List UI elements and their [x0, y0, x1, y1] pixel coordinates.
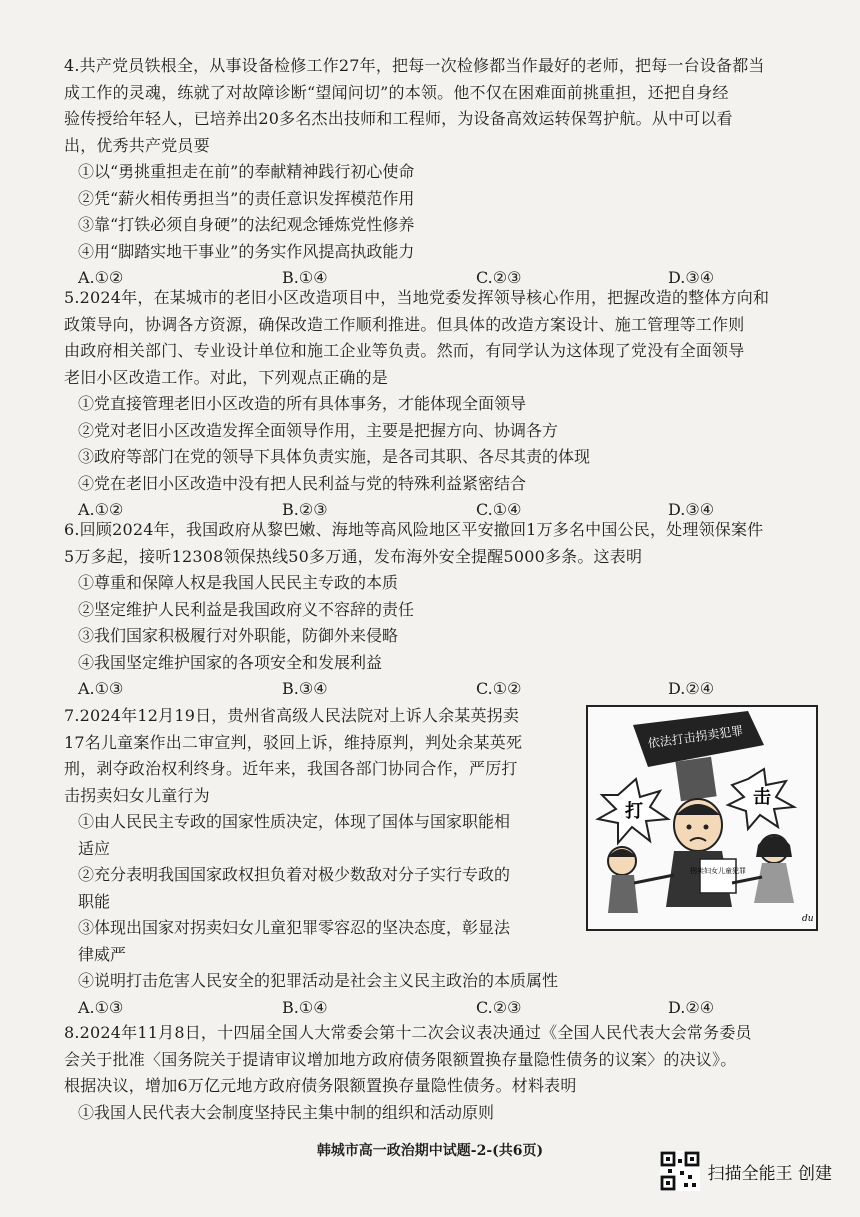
cartoon-image: [586, 705, 818, 931]
burst-right-icon: [728, 769, 794, 829]
hammer-sign-text: 依法打击拐卖犯罪: [646, 723, 744, 751]
question-6-statement: ④我国坚定维护国家的各项安全和发展利益: [78, 652, 383, 672]
question-5-statement: ③政府等部门在党的领导下具体负责实施，是各司其职、各尽其责的体现: [78, 447, 591, 466]
question-5: [64, 285, 824, 524]
choice-c: C.①②: [476, 679, 522, 698]
question-6-choices: [64, 676, 824, 703]
question-7: [64, 703, 579, 995]
child-left-figure: [608, 847, 674, 913]
question-4-statement: ③靠“打铁必须自身硬”的法纪观念锤炼党性修养: [78, 215, 415, 234]
choice-b: B.②③: [282, 500, 328, 519]
choice-c: C.②③: [476, 998, 522, 1017]
cartoon-illustration: [588, 707, 816, 929]
question-4-statement: ④用“脚踏实地干事业”的务实作风提高执政能力: [78, 241, 415, 261]
criminal-figure: [666, 799, 746, 907]
question-7-stem-line: 17名儿童案作出二审宣判，驳回上诉，维持原判，判处余某英死: [64, 732, 523, 752]
question-7-statement: ①由人民民主专政的国家性质决定，体现了国体与国家职能相: [78, 812, 511, 831]
question-8-stem-line: 8.2024年11月8日，十四届全国人大常委会第十二次会议表决通过《全国人民代表大会常务委员: [64, 1023, 752, 1042]
choice-d: D.③④: [668, 500, 715, 519]
scanner-watermark: [660, 1151, 832, 1191]
question-5-stem-line: 由政府相关部门、专业设计单位和施工企业等负责。然而，有同学认为这体现了党没有全面领导: [64, 341, 745, 360]
page-footer: 韩城市高一政治期中试题-2-(共6页): [316, 1143, 544, 1159]
question-5-stem-line: 老旧小区改造工作。对此，下列观点正确的是: [64, 367, 389, 387]
question-6: [64, 517, 824, 703]
question-7-choices: [64, 995, 824, 1022]
question-4-stem-line: 4.共产党员铁根全，从事设备检修工作27年，把每一次检修都当作最好的老师，把每一台设备都当: [64, 56, 765, 75]
choice-b: B.①④: [282, 268, 328, 287]
question-5-statement: ①党直接管理老旧小区改造的所有具体事务，才能体现全面领导: [78, 394, 527, 413]
choice-d: D.③④: [668, 268, 715, 287]
question-8-statement: ①我国人民代表大会制度坚持民主集中制的组织和活动原则: [78, 1102, 495, 1122]
choice-a: A.①③: [78, 679, 124, 698]
question-4-stem-line: 成工作的灵魂，练就了对故障诊断“望闻问切”的本领。他不仅在困难面前挑重担，还把自身经: [64, 82, 729, 102]
choice-a: A.①②: [78, 268, 124, 287]
burst-left-text: 打: [625, 801, 643, 822]
question-7-statement: 适应: [78, 838, 111, 858]
choice-a: A.①②: [78, 500, 124, 519]
question-4-statement: ②凭“薪火相传勇担当”的责任意识发挥模范作用: [78, 188, 415, 208]
question-6-statement: ③我们国家积极履行对外职能，防御外来侵略: [78, 626, 399, 645]
question-4: [64, 53, 824, 292]
choice-d: D.②④: [668, 998, 715, 1017]
choice-c: C.①④: [476, 500, 522, 519]
watermark-text: 扫描全能王 创建: [707, 1163, 832, 1184]
question-5-statement: ②党对老旧小区改造发挥全面领导作用，主要是把握方向、协调各方: [78, 420, 559, 440]
choice-b: B.①④: [282, 998, 328, 1017]
question-5-statement: ④党在老旧小区改造中没有把人民利益与党的特殊利益紧密结合: [78, 473, 527, 493]
choice-a: A.①③: [78, 998, 124, 1017]
question-6-statement: ②坚定维护人民利益是我国政府义不容辞的责任: [78, 599, 415, 619]
question-7-statement: 律威严: [78, 944, 127, 964]
question-7-stem-line: 刑，剥夺政治权利终身。近年来，我国各部门协同合作，严厉打: [64, 759, 518, 778]
question-6-stem-line: 5万多起，接听12308领保热线50多万通，发布海外安全提醒5000多条。这表明: [64, 546, 643, 566]
question-7-statement: 职能: [78, 891, 111, 911]
question-7-statement: ②充分表明我国国家政权担负着对极少数敌对分子实行专政的: [78, 865, 511, 884]
choice-b: B.③④: [282, 679, 328, 698]
question-6-stem-line: 6.回顾2024年，我国政府从黎巴嫩、海地等高风险地区平安撤回1万多名中国公民，处理领保案件: [64, 520, 764, 539]
question-4-stem-line: 出，优秀共产党员要: [64, 135, 210, 155]
question-8-stem-line: 会关于批准〈国务院关于提请审议增加地方政府债务限额置换存量隐性债务的议案〉的决议》。: [64, 1049, 737, 1069]
qr-code-icon: [660, 1151, 700, 1191]
question-4-stem-line: 验传授给年轻人，已培养出20多名杰出技师和工程师，为设备高效运转保驾护航。从中可以看: [64, 109, 733, 128]
question-4-statement: ①以“勇挑重担走在前”的奉献精神践行初心使命: [78, 162, 415, 181]
question-5-stem-line: 5.2024年，在某城市的老旧小区改造项目中，当地党委发挥领导核心作用，把握改造的整体方向和: [64, 288, 770, 307]
question-6-statement: ①尊重和保障人权是我国人民民主专政的本质: [78, 573, 399, 592]
artist-signature: du: [802, 914, 814, 924]
choice-c: C.②③: [476, 268, 522, 287]
question-8-stem-line: 根据决议，增加6万亿元地方政府债务限额置换存量隐性债务。材料表明: [64, 1076, 577, 1095]
question-7-statement: ④说明打击危害人民安全的犯罪活动是社会主义民主政治的本质属性: [78, 971, 559, 990]
bag-label-text: 拐卖妇女儿童犯罪: [690, 867, 746, 875]
question-8: [64, 1020, 824, 1126]
question-7-stem-line: 7.2024年12月19日，贵州省高级人民法院对上诉人余某英拐卖: [64, 706, 520, 725]
question-7-statement: ③体现出国家对拐卖妇女儿童犯罪零容忍的坚决态度，彰显法: [78, 918, 511, 937]
burst-left-icon: [598, 779, 668, 843]
burst-right-text: 击: [753, 787, 771, 808]
question-5-stem-line: 政策导向，协调各方资源，确保改造工作顺利推进。但具体的改造方案设计、施工管理等工作则: [64, 314, 745, 334]
question-7-choices-row: [64, 995, 824, 1022]
choice-d: D.②④: [668, 679, 715, 698]
question-7-stem-line: 击拐卖妇女儿童行为: [64, 785, 210, 805]
